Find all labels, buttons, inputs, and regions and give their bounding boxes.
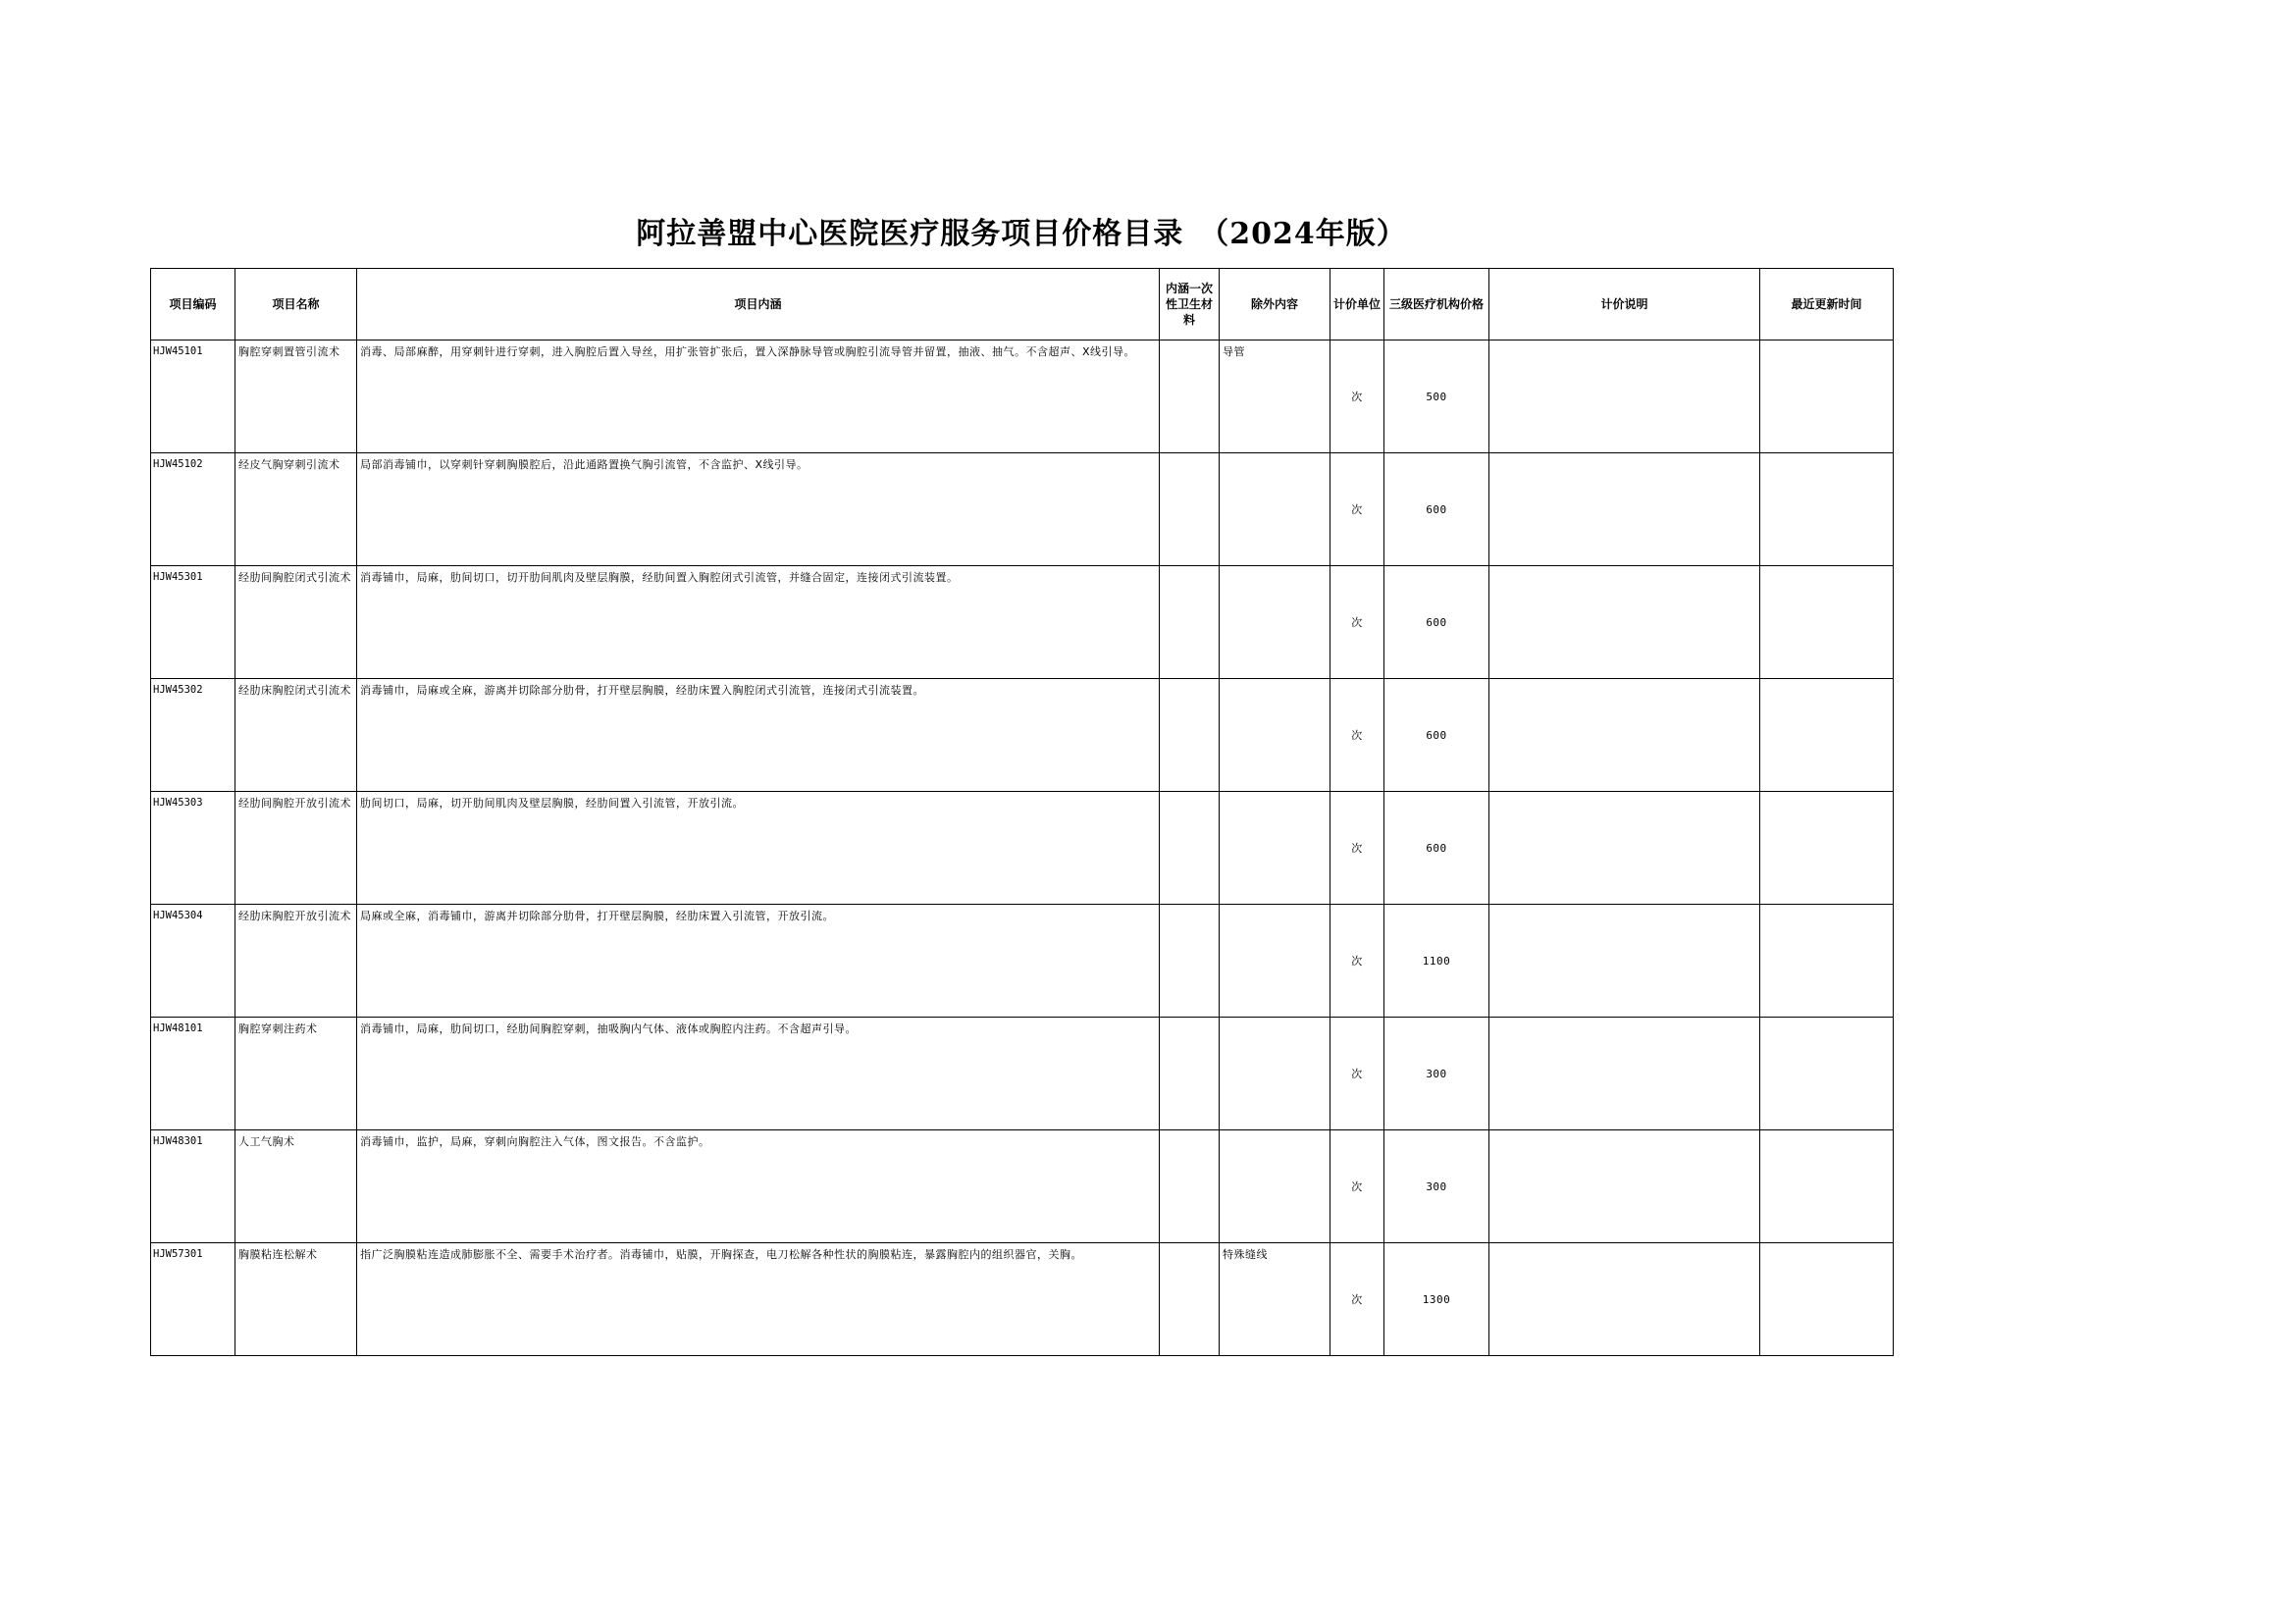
cell-unit: 次 [1330,1243,1384,1356]
cell-note [1489,453,1760,566]
cell-exclusion: 特殊缝线 [1220,1243,1330,1356]
cell-disposable [1160,1130,1220,1243]
header-price: 三级医疗机构价格 [1384,269,1489,341]
cell-code: HJW45303 [151,792,235,905]
cell-code: HJW45102 [151,453,235,566]
cell-price: 500 [1384,341,1489,453]
table-header-row [151,269,1894,341]
cell-disposable [1160,566,1220,679]
cell-unit: 次 [1330,1130,1384,1243]
cell-content: 消毒铺巾，局麻，肋间切口，经肋间胸腔穿刺，抽吸胸内气体、液体或胸腔内注药。不含超声引导。 [357,1018,1160,1130]
cell-content: 局麻或全麻，消毒铺巾，游离并切除部分肋骨，打开壁层胸膜，经肋床置入引流管，开放引流。 [357,905,1160,1018]
cell-disposable [1160,341,1220,453]
cell-note [1489,341,1760,453]
cell-price: 1100 [1384,905,1489,1018]
cell-exclusion [1220,453,1330,566]
cell-unit: 次 [1330,1018,1384,1130]
table-row [151,453,1894,566]
cell-note [1489,1243,1760,1356]
cell-content: 指广泛胸膜粘连造成肺膨胀不全、需要手术治疗者。消毒铺巾，贴膜，开胸探查，电刀松解各种性状的胸膜粘连，暴露胸腔内的组织器官，关胸。 [357,1243,1160,1356]
cell-code: HJW45301 [151,566,235,679]
cell-price: 300 [1384,1018,1489,1130]
table-row [151,566,1894,679]
cell-updated [1760,905,1894,1018]
cell-exclusion [1220,792,1330,905]
cell-price: 300 [1384,1130,1489,1243]
document-title: 阿拉善盟中心医院医疗服务项目价格目录 （2024年版） [636,217,1407,251]
cell-content: 局部消毒铺巾，以穿刺针穿刺胸膜腔后，沿此通路置换气胸引流管，不含监护、X线引导。 [357,453,1160,566]
table-row [151,341,1894,453]
cell-exclusion [1220,1018,1330,1130]
cell-updated [1760,1018,1894,1130]
cell-content: 肋间切口，局麻，切开肋间肌肉及壁层胸膜，经肋间置入引流管，开放引流。 [357,792,1160,905]
header-disposable: 内涵一次性卫生材料 [1160,269,1220,341]
table-row [151,792,1894,905]
cell-name: 胸膜粘连松解术 [235,1243,357,1356]
cell-unit: 次 [1330,679,1384,792]
cell-price: 1300 [1384,1243,1489,1356]
cell-name: 经皮气胸穿刺引流术 [235,453,357,566]
price-table [150,268,1894,1356]
cell-price: 600 [1384,566,1489,679]
header-name: 项目名称 [235,269,357,341]
table-row [151,1243,1894,1356]
cell-updated [1760,341,1894,453]
header-code: 项目编码 [151,269,235,341]
cell-updated [1760,792,1894,905]
cell-exclusion: 导管 [1220,341,1330,453]
table-row [151,1018,1894,1130]
header-unit: 计价单位 [1330,269,1384,341]
cell-name: 胸腔穿刺置管引流术 [235,341,357,453]
header-content: 项目内涵 [357,269,1160,341]
cell-content: 消毒铺巾，局麻，肋间切口，切开肋间肌肉及壁层胸膜，经肋间置入胸腔闭式引流管，并缝合固定，连接闭式引流装置。 [357,566,1160,679]
cell-price: 600 [1384,679,1489,792]
cell-note [1489,679,1760,792]
cell-code: HJW48301 [151,1130,235,1243]
cell-code: HJW45101 [151,341,235,453]
cell-unit: 次 [1330,566,1384,679]
cell-code: HJW45302 [151,679,235,792]
header-updated: 最近更新时间 [1760,269,1894,341]
cell-code: HJW45304 [151,905,235,1018]
cell-disposable [1160,453,1220,566]
cell-disposable [1160,905,1220,1018]
cell-name: 经肋间胸腔开放引流术 [235,792,357,905]
cell-name: 胸腔穿刺注药术 [235,1018,357,1130]
cell-disposable [1160,679,1220,792]
header-exclusion: 除外内容 [1220,269,1330,341]
cell-exclusion [1220,1130,1330,1243]
cell-note [1489,566,1760,679]
cell-price: 600 [1384,792,1489,905]
cell-updated [1760,679,1894,792]
cell-unit: 次 [1330,453,1384,566]
cell-exclusion [1220,679,1330,792]
cell-name: 经肋间胸腔闭式引流术 [235,566,357,679]
header-note: 计价说明 [1489,269,1760,341]
cell-disposable [1160,1243,1220,1356]
cell-note [1489,1130,1760,1243]
cell-name: 经肋床胸腔开放引流术 [235,905,357,1018]
cell-exclusion [1220,905,1330,1018]
cell-disposable [1160,1018,1220,1130]
cell-note [1489,905,1760,1018]
cell-code: HJW48101 [151,1018,235,1130]
cell-content: 消毒、局部麻醉，用穿刺针进行穿刺，进入胸腔后置入导丝，用扩张管扩张后，置入深静脉导管或胸腔引流导管并留置，抽液、抽气。不含超声、X线引导。 [357,341,1160,453]
cell-disposable [1160,792,1220,905]
cell-unit: 次 [1330,341,1384,453]
cell-name: 人工气胸术 [235,1130,357,1243]
cell-note [1489,1018,1760,1130]
table-row [151,905,1894,1018]
cell-price: 600 [1384,453,1489,566]
cell-unit: 次 [1330,792,1384,905]
cell-updated [1760,566,1894,679]
cell-content: 消毒铺巾，监护，局麻，穿刺向胸腔注入气体，图文报告。不含监护。 [357,1130,1160,1243]
cell-updated [1760,453,1894,566]
cell-updated [1760,1243,1894,1356]
table-row [151,679,1894,792]
cell-unit: 次 [1330,905,1384,1018]
cell-updated [1760,1130,1894,1243]
cell-content: 消毒铺巾，局麻或全麻，游离并切除部分肋骨，打开壁层胸膜，经肋床置入胸腔闭式引流管，连接闭式引流装置。 [357,679,1160,792]
cell-name: 经肋床胸腔闭式引流术 [235,679,357,792]
table-row [151,1130,1894,1243]
cell-note [1489,792,1760,905]
cell-exclusion [1220,566,1330,679]
cell-code: HJW57301 [151,1243,235,1356]
